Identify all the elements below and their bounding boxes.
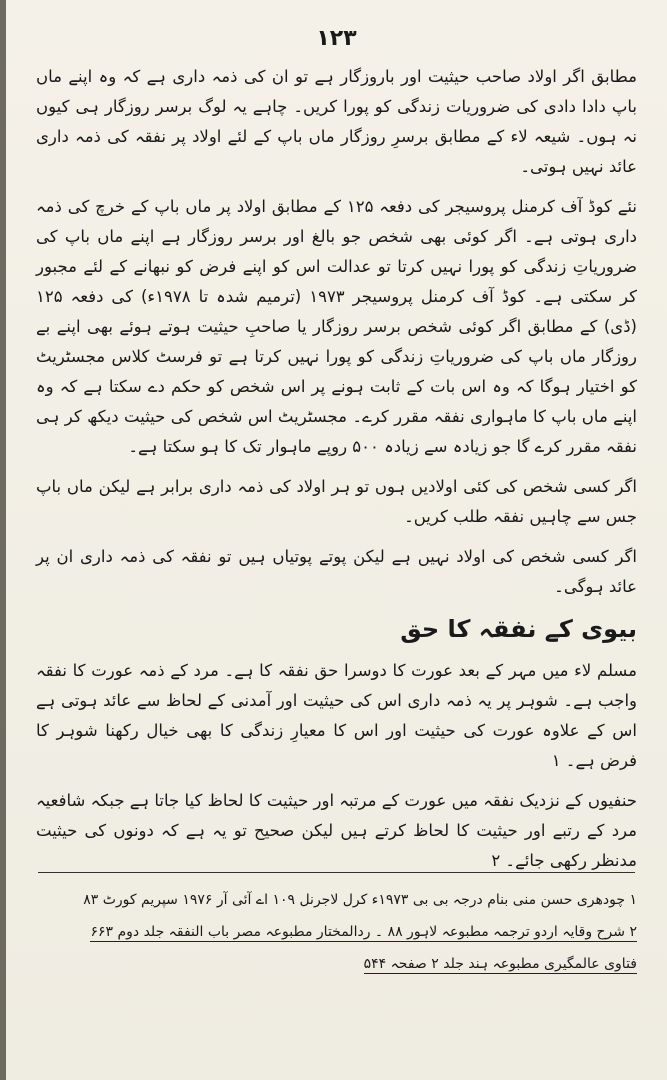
footnote-divider bbox=[38, 872, 635, 873]
footnote-2 bbox=[36, 916, 637, 948]
paragraph-1: مطابق اگر اولاد صاحب حیثیت اور باروزگار ہے تو ان کی ذمہ داری ہے کہ وہ اپنے ماں باپ دادا دادی کی ضروریات زندگی کو پورا کریں۔ چاہے یہ لوگ برسر روزگار ہی کیوں نہ ہوں۔ شیعہ لاء کے مطابق برسرِ روزگار ماں باپ کے لئے اولاد پر نفقہ کی ذمہ داری عائد نہیں ہوتی۔ bbox=[36, 67, 637, 176]
paragraph-6: حنفیوں کے نزدیک نفقہ میں عورت کے مرتبہ اور حیثیت کا لحاظ کیا جاتا ہے جبکہ شافعیہ مرد کے رتبے اور حیثیت کا لحاظ کرتے ہیں لیکن صحیح تو یہ ہے کہ دونوں کی حیثیت مدنظر رکھی جائے۔ ۲ bbox=[36, 791, 637, 870]
body-text bbox=[36, 62, 637, 886]
paragraph-2: نئے کوڈ آف کرمنل پروسیجر کی دفعہ ۱۲۵ کے مطابق اولاد پر ماں باپ کے خرچ کی ذمہ داری ہوتی ہے۔ اگر کوئی بھی شخص جو بالغ اور برسر روزگار ہے اپنے ماں باپ کی ضروریاتِ زندگی کو پورا نہیں کرتا تو عدالت اس کو اپنے فرض کو نبھانے کے لئے مجبور کر سکتی ہے۔ کوڈ آف کرمنل پروسیجر ۱۹۷۳ (ترمیم شدہ تا ۱۹۷۸ء) کی دفعہ ۱۲۵ (ڈی) کے مطابق اگر کوئی شخص برسر روزگار یا صاحبِ حیثیت ہوتے ہوئے بھی اپنے بے روزگار ماں باپ کی ضروریاتِ زندگی کو پورا نہیں کرتا ہے تو فرسٹ کلاس مجسٹریٹ کو اختیار ہوگا کہ وہ اس بات کے ثابت ہونے پر اس شخص کو حکم دے سکتا ہے کہ وہ اپنے ماں باپ کا ماہواری نفقہ مقرر کرے۔ مجسٹریٹ اس شخص کی حیثیت دیکھ کر ہی نفقہ مقرر کرے گا جو زیادہ سے زیادہ ۵۰۰ روپے ماہوار تک کا ہو سکتا ہے۔ bbox=[36, 197, 637, 456]
footnote-2-text: ۲ شرح وقایہ اردو ترجمہ مطبوعہ لاہور ۸۸ ۔ ردالمختار مطبوعہ مصر باب النفقہ جلد دوم ۶۶۳ bbox=[90, 924, 637, 940]
footnote-1: ۱ چودھری حسن منی بنام درجہ بی بی ۱۹۷۳ء کرل لاجرنل ۱۰۹ اے آئی آر ۱۹۷۶ سپریم کورٹ ۸۳ bbox=[83, 892, 637, 908]
footnote-3 bbox=[36, 948, 637, 980]
page-number: ۱۲۳ bbox=[316, 26, 357, 51]
section-heading: بیوی کے نفقہ کا حق bbox=[400, 615, 637, 643]
footnotes bbox=[36, 884, 637, 980]
paragraph-4: اگر کسی شخص کی اولاد نہیں ہے لیکن پوتے پوتیاں ہیں تو نفقہ کی ذمہ داری ان پر عائد ہوگی۔ bbox=[36, 547, 637, 596]
paragraph-3: اگر کسی شخص کی کئی اولادیں ہوں تو ہر اولاد کی ذمہ داری برابر ہے لیکن ماں باپ جس سے چاہیں نفقہ طلب کریں۔ bbox=[36, 477, 637, 526]
footnote-3-text: فتاوی عالمگیری مطبوعہ ہند جلد ۲ صفحہ ۵۴۴ bbox=[363, 956, 637, 972]
paragraph-5: مسلم لاء میں مہر کے بعد عورت کا دوسرا حق نفقہ کا ہے۔ مرد کے ذمہ عورت کا نفقہ واجب ہے۔ شوہر پر یہ ذمہ داری اس کی حیثیت اور آمدنی کے لحاظ سے عائد ہوتی ہے اس کے علاوہ عورت کی حیثیت اور اس کا معیارِ زندگی کا بھی خیال رکھنا شوہر کا فرض ہے۔ ۱ bbox=[36, 661, 637, 770]
